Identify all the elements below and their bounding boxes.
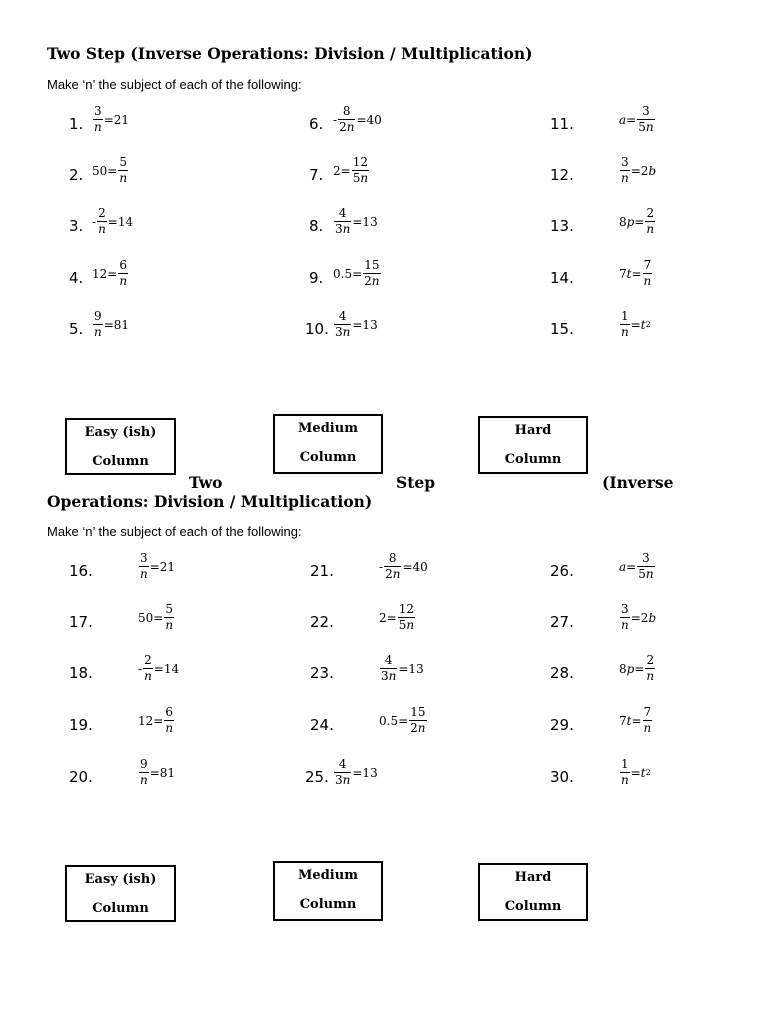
equation: - $\frac{8}{2n}$ =40: [379, 551, 428, 581]
question-number: 9.: [309, 269, 324, 287]
box-label: Hard: [514, 423, 552, 438]
equation: 8 p = $\frac{2}{n}$: [619, 653, 655, 683]
fraction: $\frac{2}{n}$: [98, 206, 106, 236]
fraction: $\frac{7}{n}$: [643, 258, 652, 288]
question-number: 23.: [310, 664, 334, 682]
equation: $\frac{3}{n}$ =2 b: [621, 602, 657, 632]
equation: $\frac{4}{3n}$ =13: [335, 206, 378, 236]
question-number: 11.: [550, 115, 574, 133]
question-number: 21.: [310, 562, 334, 580]
fraction: $\frac{3}{n}$: [140, 551, 148, 581]
hard-column-box: [478, 416, 588, 474]
equation: - $\frac{8}{2n}$ =40: [333, 104, 382, 134]
question-number: 2.: [69, 166, 84, 184]
question-number: 18.: [69, 664, 93, 682]
box-label: Medium: [298, 421, 358, 436]
box-label: Easy (ish): [84, 425, 157, 440]
question-number: 14.: [550, 269, 574, 287]
question-number: 15.: [550, 320, 574, 338]
equation: $\frac{3}{n}$ =21: [94, 104, 130, 134]
question-number: 16.: [69, 562, 93, 580]
question-number: 5.: [69, 320, 84, 338]
fraction: $\frac{15}{2n}$: [410, 705, 426, 735]
question-number: 24.: [310, 716, 334, 734]
question-number: 1.: [69, 115, 84, 133]
question-number: 28.: [550, 664, 574, 682]
fraction: $\frac{8}{2n}$: [385, 551, 401, 581]
box-label: Column: [299, 897, 357, 912]
equation: 8 p = $\frac{2}{n}$: [619, 206, 655, 236]
box-label: Column: [299, 450, 357, 465]
medium-column-box: [273, 861, 383, 921]
fraction: $\frac{9}{n}$: [94, 309, 102, 339]
question-number: 26.: [550, 562, 574, 580]
box-label: Column: [92, 901, 149, 916]
equation: $\frac{4}{3n}$ =13: [335, 757, 378, 787]
question-number: 19.: [69, 716, 93, 734]
fraction: $\frac{2}{n}$: [646, 206, 655, 236]
equation: $\frac{9}{n}$ =81: [94, 309, 130, 339]
question-number: 20.: [69, 768, 93, 786]
fraction: $\frac{3}{n}$: [621, 602, 629, 632]
question-number: 25.: [305, 768, 329, 786]
fraction: $\frac{15}{2n}$: [364, 258, 380, 288]
equation: a = $\frac{3}{5n}$: [619, 104, 654, 134]
fraction: $\frac{1}{n}$: [621, 757, 629, 787]
question-number: 22.: [310, 613, 334, 631]
equation: - $\frac{2}{n}$ =14: [138, 653, 180, 683]
equation: - $\frac{2}{n}$ =14: [92, 206, 134, 236]
box-label: Easy (ish): [84, 872, 157, 887]
box-label: Hard: [514, 870, 552, 885]
equation: 0.5= $\frac{15}{2n}$: [333, 258, 380, 288]
box-label: Column: [92, 454, 149, 469]
question-number: 29.: [550, 716, 574, 734]
question-number: 17.: [69, 613, 93, 631]
equation: $\frac{1}{n}$ = t 2: [621, 757, 651, 787]
equation: $\frac{9}{n}$ =81: [140, 757, 176, 787]
fraction: $\frac{4}{3n}$: [335, 206, 351, 236]
medium-column-box: [273, 414, 383, 474]
fraction: $\frac{1}{n}$: [621, 309, 629, 339]
question-number: 7.: [309, 166, 324, 184]
title-word-two: Two: [189, 473, 223, 492]
equation: 0.5= $\frac{15}{2n}$: [379, 705, 426, 735]
question-number: 10.: [305, 320, 329, 338]
fraction: $\frac{8}{2n}$: [339, 104, 355, 134]
question-number: 13.: [550, 217, 574, 235]
equation: 50= $\frac{5}{n}$: [92, 155, 128, 185]
fraction: $\frac{4}{3n}$: [335, 309, 351, 339]
question-number: 27.: [550, 613, 574, 631]
box-label: Column: [504, 452, 562, 467]
equation: a = $\frac{3}{5n}$: [619, 551, 654, 581]
hard-column-box: [478, 863, 588, 921]
title-word-inverse: (Inverse: [602, 473, 674, 492]
fraction: $\frac{6}{n}$: [165, 705, 174, 735]
equation: $\frac{4}{3n}$ =13: [335, 309, 378, 339]
question-number: 3.: [69, 217, 84, 235]
fraction: $\frac{2}{n}$: [144, 653, 152, 683]
fraction: $\frac{3}{n}$: [621, 155, 629, 185]
equation: 2= $\frac{12}{5n}$: [333, 155, 369, 185]
fraction: $\frac{7}{n}$: [643, 705, 652, 735]
equation: $\frac{4}{3n}$ =13: [381, 653, 424, 683]
equation: $\frac{3}{n}$ =2 b: [621, 155, 657, 185]
question-number: 6.: [309, 115, 324, 133]
easy-column-box: [65, 865, 176, 922]
fraction: $\frac{9}{n}$: [140, 757, 148, 787]
equation: 7 t = $\frac{7}{n}$: [619, 258, 652, 288]
easy-column-box: [65, 418, 176, 475]
fraction: $\frac{4}{3n}$: [381, 653, 397, 683]
fraction: $\frac{3}{n}$: [94, 104, 102, 134]
question-number: 12.: [550, 166, 574, 184]
title-continued: Operations: Division / Multiplication): [47, 492, 373, 511]
box-label: Column: [504, 899, 562, 914]
fraction: $\frac{12}{5n}$: [352, 155, 369, 185]
fraction: $\frac{12}{5n}$: [398, 602, 415, 632]
question-number: 30.: [550, 768, 574, 786]
equation: 12= $\frac{6}{n}$: [138, 705, 174, 735]
instruction-text: Make ‘n’ the subject of each of the following:: [47, 77, 302, 92]
equation: $\frac{1}{n}$ = t 2: [621, 309, 651, 339]
question-number: 8.: [309, 217, 324, 235]
equation: 2= $\frac{12}{5n}$: [379, 602, 415, 632]
equation: 12= $\frac{6}{n}$: [92, 258, 128, 288]
fraction: $\frac{5}{n}$: [119, 155, 128, 185]
fraction: $\frac{5}{n}$: [165, 602, 174, 632]
equation: 50= $\frac{5}{n}$: [138, 602, 174, 632]
fraction: $\frac{3}{5n}$: [638, 551, 654, 581]
equation: 7 t = $\frac{7}{n}$: [619, 705, 652, 735]
worksheet-title: Two Step (Inverse Operations: Division / Multiplication): [47, 44, 533, 63]
instruction-text: Make ‘n’ the subject of each of the following:: [47, 524, 302, 539]
fraction: $\frac{6}{n}$: [119, 258, 128, 288]
box-label: Medium: [298, 868, 358, 883]
title-word-step: Step: [396, 473, 436, 492]
equation: $\frac{3}{n}$ =21: [140, 551, 176, 581]
fraction: $\frac{2}{n}$: [646, 653, 655, 683]
fraction: $\frac{3}{5n}$: [638, 104, 654, 134]
fraction: $\frac{4}{3n}$: [335, 757, 351, 787]
question-number: 4.: [69, 269, 84, 287]
